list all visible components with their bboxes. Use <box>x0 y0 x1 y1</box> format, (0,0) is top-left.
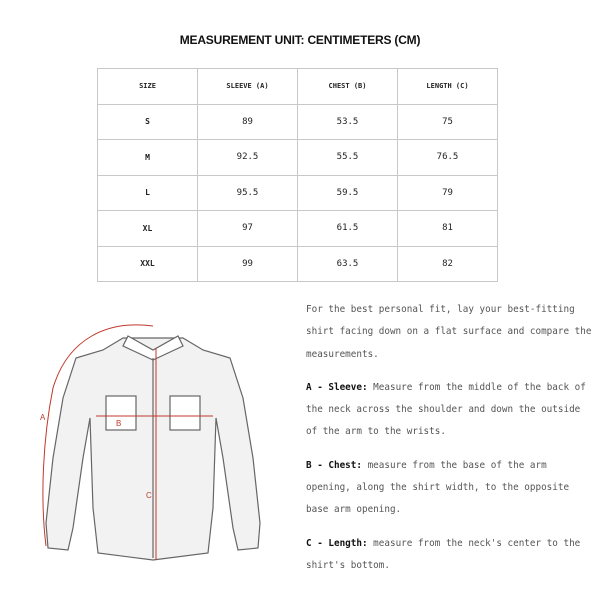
sleeve-cell: 89 <box>198 104 298 140</box>
chest-cell: 63.5 <box>298 246 398 282</box>
length-text: measure from the neck's center to the shirt's bottom. <box>306 537 581 571</box>
length-instruction <box>306 533 596 578</box>
size-table <box>97 68 498 282</box>
chest-cell: 55.5 <box>298 140 398 176</box>
size-cell: XL <box>98 211 198 247</box>
table-row <box>98 140 498 176</box>
page-title: MEASUREMENT UNIT: CENTIMETERS (CM) <box>179 33 421 47</box>
label-b: B <box>116 419 122 428</box>
shirt-sketch <box>46 336 260 560</box>
length-cell: 76.5 <box>398 140 498 176</box>
header-cell: SIZE <box>98 69 198 105</box>
instructions <box>306 299 596 588</box>
size-cell: M <box>98 140 198 176</box>
sleeve-cell: 95.5 <box>198 175 298 211</box>
table-row <box>98 175 498 211</box>
sleeve-cell: 92.5 <box>198 140 298 176</box>
size-cell: L <box>98 175 198 211</box>
shirt-diagram <box>28 308 278 568</box>
chest-text: measure from the base of the arm opening, along the shirt width, to the opposite base arm opening. <box>306 459 570 516</box>
header-cell: SLEEVE (A) <box>198 69 298 105</box>
table-header-row <box>98 69 498 105</box>
sleeve-text: Measure from the middle of the back of the neck across the shoulder and down the outside of the arm to the wrists. <box>306 381 586 438</box>
chest-cell: 59.5 <box>298 175 398 211</box>
length-cell: 75 <box>398 104 498 140</box>
table-row <box>98 104 498 140</box>
size-cell: S <box>98 104 198 140</box>
sleeve-label: A - Sleeve: <box>306 381 368 393</box>
chest-label: B - Chest: <box>306 459 362 471</box>
header-cell: LENGTH (C) <box>398 69 498 105</box>
length-label: C - Length: <box>306 537 368 549</box>
size-cell: XXL <box>98 246 198 282</box>
sleeve-cell: 97 <box>198 211 298 247</box>
header-cell: CHEST (B) <box>298 69 398 105</box>
table-row <box>98 211 498 247</box>
chest-cell: 61.5 <box>298 211 398 247</box>
table-row <box>98 246 498 282</box>
sleeve-instruction <box>306 377 596 444</box>
label-c: C <box>146 491 152 500</box>
length-cell: 81 <box>398 211 498 247</box>
length-cell: 79 <box>398 175 498 211</box>
intro-text: For the best personal fit, lay your best-fitting shirt facing down on a flat surface and compare the measurements. <box>306 304 592 360</box>
length-cell: 82 <box>398 246 498 282</box>
chest-instruction <box>306 455 596 522</box>
label-a: A <box>40 413 46 422</box>
chest-cell: 53.5 <box>298 104 398 140</box>
sleeve-cell: 99 <box>198 246 298 282</box>
